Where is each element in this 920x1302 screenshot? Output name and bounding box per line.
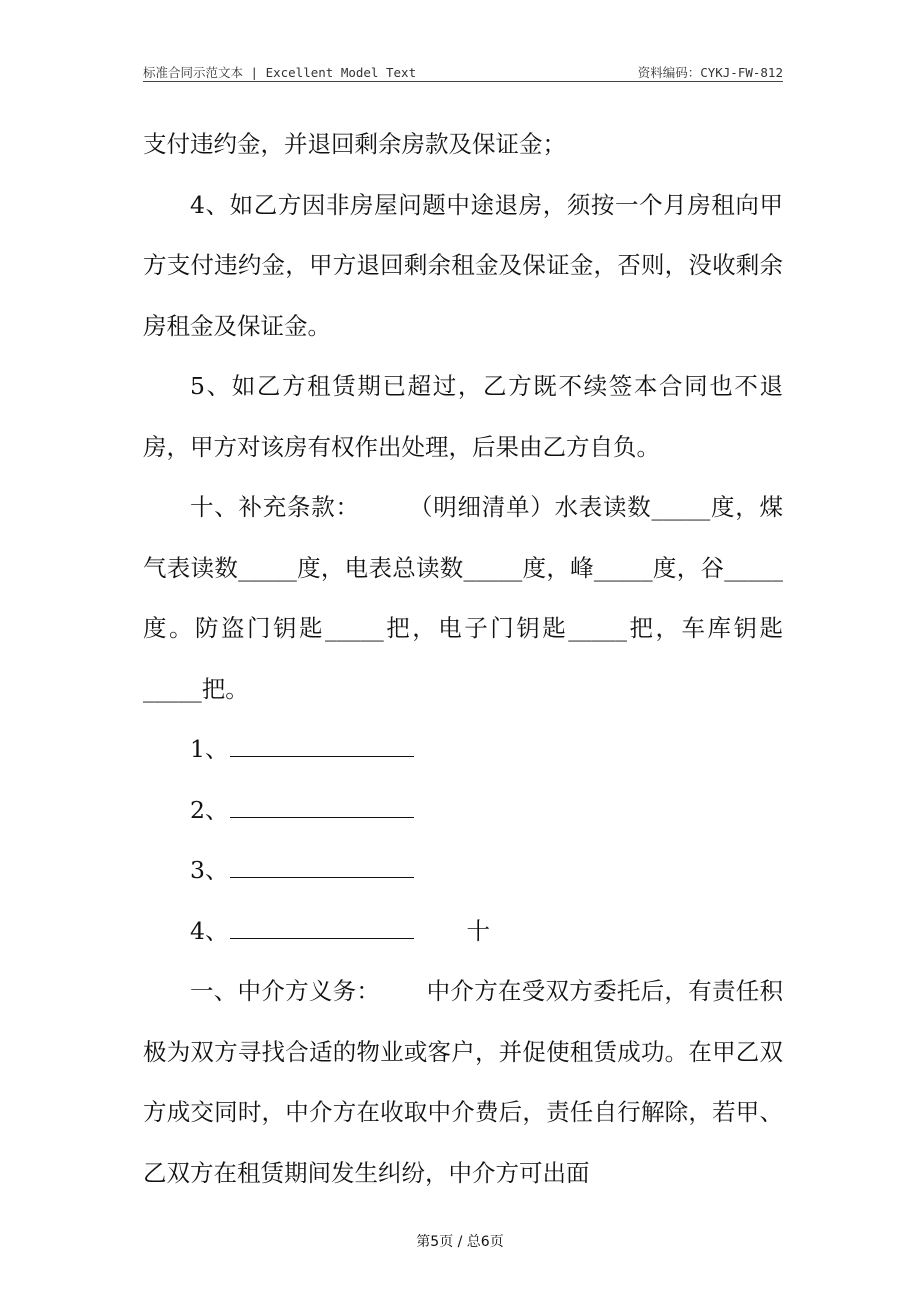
list-item-trailing-text: 十 [466,916,490,945]
fill-in-blank [230,855,414,878]
fill-in-blank [230,734,414,757]
paragraph-continuation: 支付违约金，并退回剩余房款及保证金； [143,130,566,158]
list-item [143,780,783,841]
list-item-number: 1、 [190,735,229,763]
fill-in-blank [230,916,414,939]
paragraph-clause-4: 4、如乙方因非房屋问题中途退房，须按一个月房租向甲方支付违约金，甲方退回剩余租金及保证金，否则，没收剩余房租金及保证金。 [143,190,783,340]
list-item [143,901,783,962]
list-item-number: 4、 [190,916,229,945]
paragraph-clause-5: 5、如乙方租赁期已超过，乙方既不续签本合同也不退房，甲方对该房有权作出处理，后果由乙方自负。 [143,372,783,461]
paragraph-agent-obligations: 一、中介方义务： 中介方在受双方委托后，有责任积极为双方寻找合适的物业或客户，并促使租赁成功。在甲乙双方成交同时，中介方在收取中介费后，责任自行解除，若甲、乙双方在租赁期间发生纠纷，中介方可出面 [143,977,783,1187]
header-divider [143,81,783,82]
list-item [143,719,783,780]
fill-in-blank [230,795,414,818]
paragraph-supplementary-terms: 十、补充条款： （明细清单）水表读数_____度，煤气表读数_____度，电表总读数_____度，峰_____度，谷_____度。防盗门钥匙_____把，电子门钥匙_____把，车库钥匙_____把。 [143,493,783,703]
header-title: 标准合同示范文本 | Excellent Model Text [143,65,417,80]
list-item [143,840,783,901]
list-item-number: 3、 [190,856,229,884]
list-item-number: 2、 [190,795,229,824]
page-number: 第5页 / 总6页 [416,1234,504,1250]
header-document-code: 资料编码：CYKJ-FW-812 [637,65,783,80]
document-body [143,114,783,1203]
page-header [143,61,783,81]
